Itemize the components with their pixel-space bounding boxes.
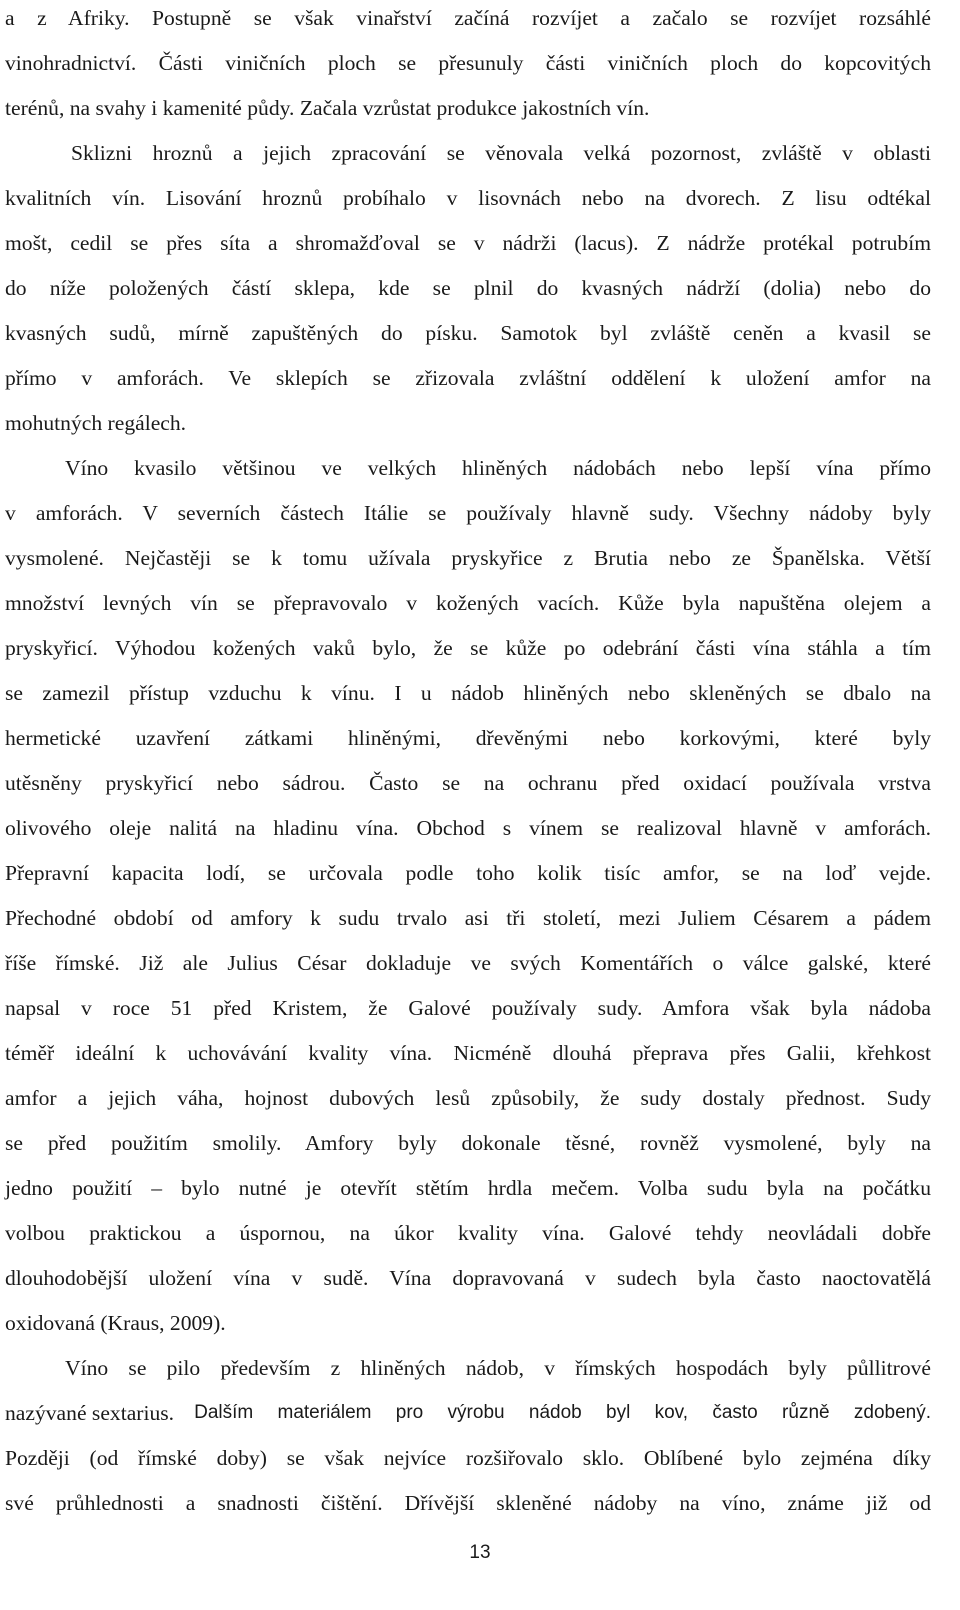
text-line: Sklizni hroznů a jejich zpracování se věnovala velká pozornost, zvláště v oblasti [71,141,931,165]
text-line: kvasných sudů, mírně zapuštěných do písku. Samotok byl zvláště ceněn a kvasil se [5,321,931,345]
text-line: utěsněny pryskyřicí nebo sádrou. Často se na ochranu před oxidací používala vrstva [5,771,931,795]
text-line: vysmolené. Nejčastěji se k tomu užívala pryskyřice z Brutia nebo ze Španělska. Větší [5,546,931,570]
text-line [5,1398,931,1428]
text-line: volbou praktickou a úspornou, na úkor kvality vína. Galové tehdy neovládali dobře [5,1221,931,1245]
text-line: a z Afriky. Postupně se však vinařství začíná rozvíjet a začalo se rozvíjet rozsáhlé [5,6,931,30]
text-line: vinohradnictví. Části viničních ploch se přesunuly části viničních ploch do kopcovitých [5,51,931,75]
text-line: množství levných vín se přepravovalo v kožených vacích. Kůže byla napuštěna olejem a [5,591,931,615]
text-line: téměř ideální k uchovávání kvality vína. Nicméně dlouhá přeprava přes Galii, křehkost [5,1041,931,1065]
text-line: se zamezil přístup vzduchu k vínu. I u nádob hliněných nebo skleněných se dbalo na [5,681,931,705]
text-line: se před použitím smolily. Amfory byly dokonale těsné, rovněž vysmolené, byly na [5,1131,931,1155]
text-line: terénů, na svahy i kamenité půdy. Začala vzrůstat produkce jakostních vín. [5,96,650,120]
text-line: do níže položených částí sklepa, kde se plnil do kvasných nádrží (dolia) nebo do [5,276,931,300]
text-line: Později (od římské doby) se však nejvíce rozšiřovalo sklo. Oblíbené bylo zejména díky [5,1446,931,1470]
text-line: Přepravní kapacita lodí, se určovala podle toho kolik tisíc amfor, se na loď vejde. [5,861,931,885]
text-line: přímo v amforách. Ve sklepích se zřizovala zvláštní oddělení k uložení amfor na [5,366,931,390]
page-number: 13 [469,1542,491,1563]
text-line: napsal v roce 51 před Kristem, že Galové používaly sudy. Amfora však byla nádoba [5,996,931,1020]
text-line: oxidovaná (Kraus, 2009). [5,1311,226,1335]
text-line: jedno použití – bylo nutné je otevřít stětím hrdla mečem. Volba sudu byla na počátku [5,1176,931,1200]
text-line: olivového oleje nalitá na hladinu vína. Obchod s vínem se realizoval hlavně v amforách. [5,816,931,840]
text-line: amfor a jejich váha, hojnost dubových lesů způsobily, že sudy dostaly přednost. Sudy [5,1086,931,1110]
text-line: v amforách. V severních částech Itálie se používaly hlavně sudy. Všechny nádoby byly [5,501,931,525]
text-line: mohutných regálech. [5,411,187,435]
text-line: říše římské. Již ale Julius César dokladuje ve svých Komentářích o válce galské, které [5,951,931,975]
text-line: dlouhodobější uložení vína v sudě. Vína dopravovaná v sudech byla často naoctovatělá [5,1266,931,1290]
text-line: Víno kvasilo většinou ve velkých hliněných nádobách nebo lepší vína přímo [65,456,931,480]
text-segment: Dalším materiálem pro výrobu nádob byl kov, často různě zdobený. [194,1402,931,1423]
text-line: své průhlednosti a snadnosti čištění. Dřívější skleněné nádoby na víno, známe již od [5,1491,931,1515]
text-segment: nazývané sextarius. [5,1401,175,1425]
text-line: mošt, cedil se přes síta a shromažďoval se v nádrži (lacus). Z nádrže protékal potrubím [5,231,931,255]
text-line: kvalitních vín. Lisování hroznů probíhalo v lisovnách nebo na dvorech. Z lisu odtékal [5,186,931,210]
text-line: Přechodné období od amfory k sudu trvalo asi tři století, mezi Juliem Césarem a pádem [5,906,931,930]
text-line: Víno se pilo především z hliněných nádob, v římských hospodách byly půllitrové [65,1356,931,1380]
text-line: hermetické uzavření zátkami hliněnými, dřevěnými nebo korkovými, které byly [5,726,931,750]
text-line: pryskyřicí. Výhodou kožených vaků bylo, že se kůže po odebrání části vína stáhla a tím [5,636,931,660]
